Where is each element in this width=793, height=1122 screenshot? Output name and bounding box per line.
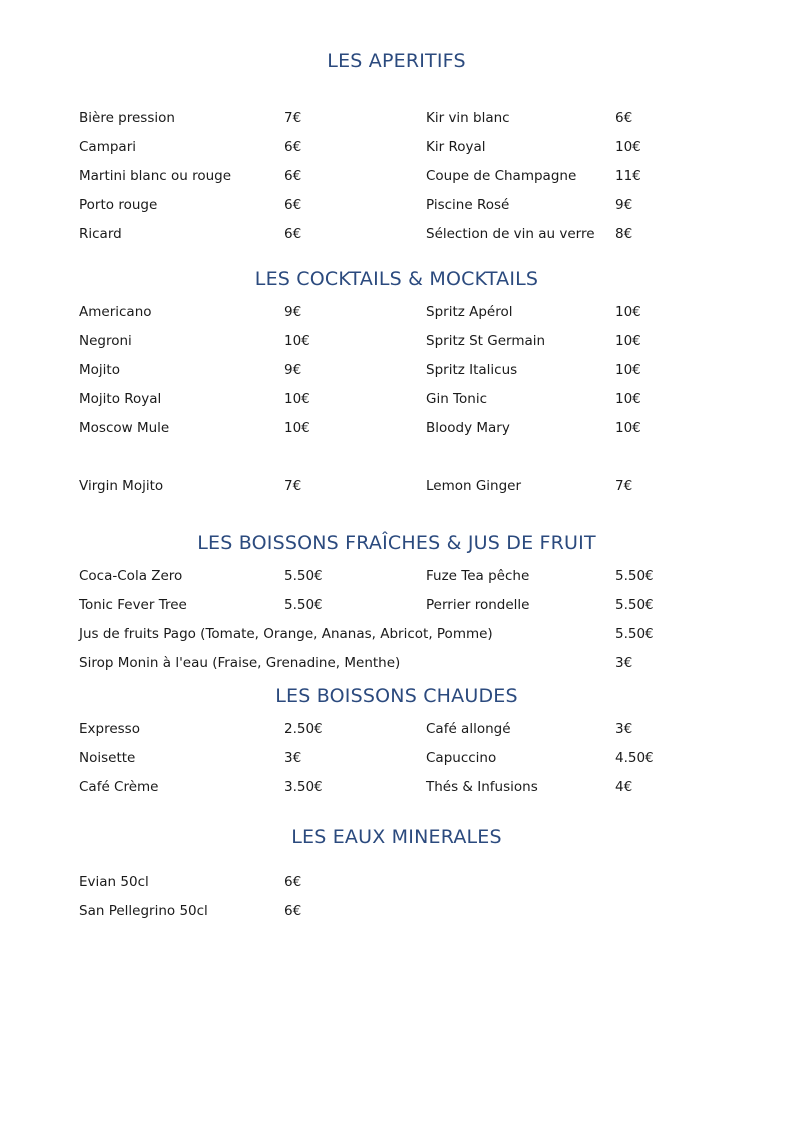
item-name: Coupe de Champagne <box>426 168 577 184</box>
item-price: 3€ <box>284 750 302 766</box>
item-price: 5.50€ <box>615 597 654 613</box>
item-price: 10€ <box>615 420 641 436</box>
section-title-eaux: LES EAUX MINERALES <box>291 826 502 848</box>
section-title-fraiches: LES BOISSONS FRAÎCHES & JUS DE FRUIT <box>197 532 596 554</box>
item-price: 5.50€ <box>615 626 654 642</box>
item-price: 10€ <box>615 139 641 155</box>
item-price: 4€ <box>615 779 633 795</box>
menu-row <box>0 653 793 673</box>
item-price: 6€ <box>284 197 302 213</box>
menu-row <box>0 566 793 586</box>
menu-row <box>0 331 793 351</box>
item-name: Mojito <box>79 362 120 378</box>
item-price: 7€ <box>284 478 302 494</box>
item-price: 10€ <box>284 333 310 349</box>
item-price: 3€ <box>615 655 633 671</box>
item-price: 10€ <box>284 420 310 436</box>
item-name: Café Crème <box>79 779 159 795</box>
item-price: 8€ <box>615 226 633 242</box>
item-price: 5.50€ <box>284 597 323 613</box>
menu-row <box>0 195 793 215</box>
item-name: Porto rouge <box>79 197 158 213</box>
item-name: Piscine Rosé <box>426 197 510 213</box>
menu-row <box>0 719 793 739</box>
item-price: 9€ <box>615 197 633 213</box>
menu-row <box>0 872 793 892</box>
menu-row <box>0 137 793 157</box>
menu-row <box>0 624 793 644</box>
item-name: Noisette <box>79 750 136 766</box>
item-name: Negroni <box>79 333 132 349</box>
item-name: Martini blanc ou rouge <box>79 168 232 184</box>
menu-row <box>0 418 793 438</box>
item-name: Thés & Infusions <box>426 779 538 795</box>
item-price: 9€ <box>284 362 302 378</box>
item-name: Kir vin blanc <box>426 110 510 126</box>
item-price: 3.50€ <box>284 779 323 795</box>
item-price: 10€ <box>615 362 641 378</box>
item-name: Spritz Apérol <box>426 304 513 320</box>
item-name: Jus de fruits Pago (Tomate, Orange, Ananas, Abricot, Pomme) <box>79 626 493 642</box>
menu-row <box>0 224 793 244</box>
item-name: Bière pression <box>79 110 175 126</box>
menu-row <box>0 595 793 615</box>
item-price: 5.50€ <box>615 568 654 584</box>
item-name: Ricard <box>79 226 122 242</box>
menu-row <box>0 108 793 128</box>
item-price: 10€ <box>615 333 641 349</box>
item-price: 2.50€ <box>284 721 323 737</box>
item-name: Capuccino <box>426 750 497 766</box>
item-name: Virgin Mojito <box>79 478 164 494</box>
item-price: 7€ <box>615 478 633 494</box>
menu-row <box>0 901 793 921</box>
item-name: Fuze Tea pêche <box>426 568 530 584</box>
item-name: Gin Tonic <box>426 391 488 407</box>
item-name: Bloody Mary <box>426 420 510 436</box>
item-price: 10€ <box>615 304 641 320</box>
item-name: Kir Royal <box>426 139 486 155</box>
item-name: Spritz Italicus <box>426 362 518 378</box>
section-title-chaudes: LES BOISSONS CHAUDES <box>275 685 518 707</box>
item-name: Sélection de vin au verre <box>426 226 595 242</box>
item-name: Spritz St Germain <box>426 333 546 349</box>
menu-row <box>0 166 793 186</box>
item-price: 6€ <box>284 168 302 184</box>
item-name: Sirop Monin à l'eau (Fraise, Grenadine, Menthe) <box>79 655 401 671</box>
item-price: 6€ <box>284 903 302 919</box>
item-price: 10€ <box>284 391 310 407</box>
item-price: 4.50€ <box>615 750 654 766</box>
item-name: Coca-Cola Zero <box>79 568 183 584</box>
item-price: 3€ <box>615 721 633 737</box>
menu-row <box>0 476 793 496</box>
menu-row <box>0 360 793 380</box>
item-name: Americano <box>79 304 152 320</box>
item-name: Mojito Royal <box>79 391 162 407</box>
item-name: Evian 50cl <box>79 874 149 890</box>
item-price: 7€ <box>284 110 302 126</box>
item-name: Moscow Mule <box>79 420 170 436</box>
section-title-cocktails: LES COCKTAILS & MOCKTAILS <box>254 268 539 290</box>
menu-row <box>0 389 793 409</box>
menu-row <box>0 302 793 322</box>
item-price: 11€ <box>615 168 641 184</box>
item-price: 5.50€ <box>284 568 323 584</box>
item-price: 6€ <box>284 139 302 155</box>
item-price: 9€ <box>284 304 302 320</box>
item-name: Tonic Fever Tree <box>79 597 187 613</box>
menu-row <box>0 748 793 768</box>
section-title-aperitifs: LES APERITIFS <box>327 50 466 72</box>
item-name: Perrier rondelle <box>426 597 530 613</box>
item-name: Café allongé <box>426 721 511 737</box>
item-price: 6€ <box>284 874 302 890</box>
item-price: 6€ <box>615 110 633 126</box>
item-name: Lemon Ginger <box>426 478 522 494</box>
item-price: 10€ <box>615 391 641 407</box>
item-name: Expresso <box>79 721 140 737</box>
menu-row <box>0 777 793 797</box>
item-price: 6€ <box>284 226 302 242</box>
item-name: Campari <box>79 139 136 155</box>
item-name: San Pellegrino 50cl <box>79 903 208 919</box>
